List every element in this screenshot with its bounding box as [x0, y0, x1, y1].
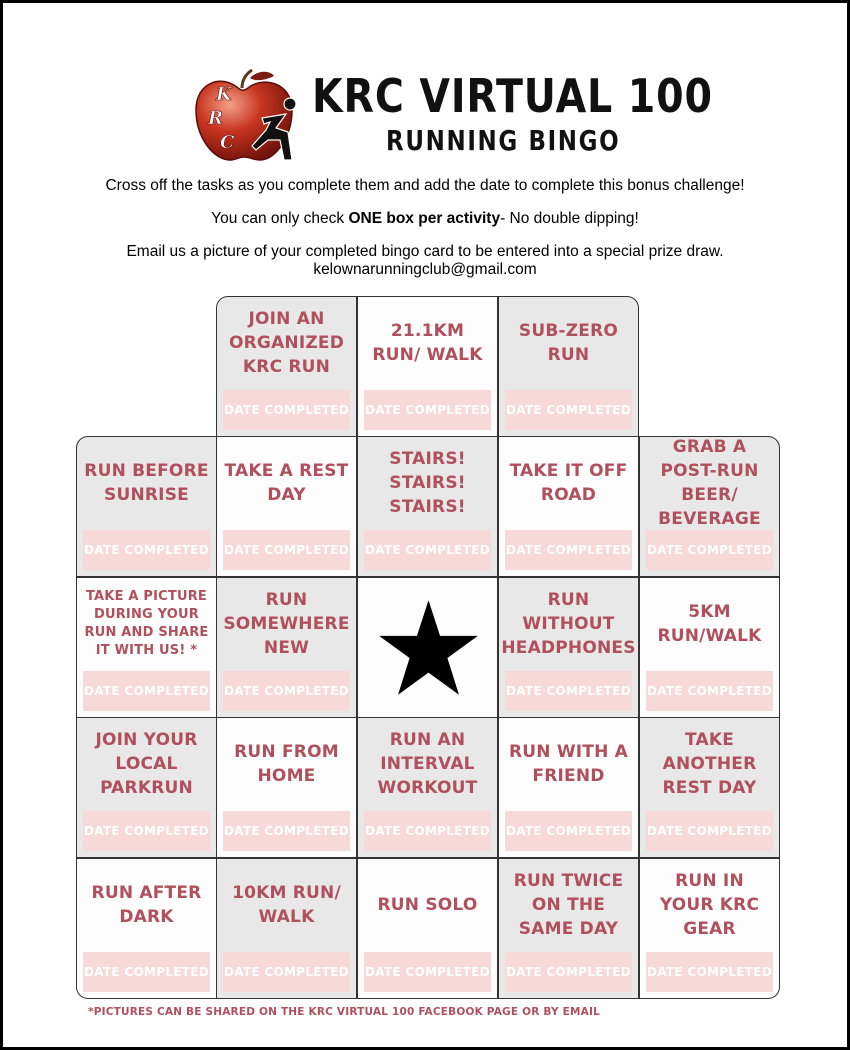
svg-text:R: R: [208, 108, 223, 129]
date-completed-field[interactable]: DATE COMPLETED: [223, 671, 350, 711]
date-completed-field[interactable]: DATE COMPLETED: [646, 952, 773, 992]
svg-text:C: C: [220, 132, 235, 153]
task-label: 10KM RUN/ WALK: [232, 883, 341, 927]
task-label: RUN SOMEWHERE NEW: [223, 590, 350, 658]
date-completed-field[interactable]: DATE COMPLETED: [505, 671, 632, 711]
task-label: RUN BEFORE SUNRISE: [84, 461, 209, 505]
date-completed-field[interactable]: DATE COMPLETED: [223, 952, 350, 992]
date-completed-field[interactable]: DATE COMPLETED: [364, 390, 491, 430]
task-label: STAIRS! STAIRS! STAIRS!: [389, 449, 466, 517]
bingo-cell[interactable]: [76, 717, 217, 858]
date-completed-field[interactable]: DATE COMPLETED: [646, 671, 773, 711]
date-completed-field[interactable]: DATE COMPLETED: [505, 530, 632, 570]
task-label: JOIN AN ORGANIZED KRC RUN: [228, 309, 345, 377]
bingo-cell[interactable]: [639, 436, 780, 577]
bingo-cell[interactable]: [216, 296, 357, 437]
instructions-line-2: [0, 210, 850, 227]
task-label: RUN TWICE ON THE SAME DAY: [513, 871, 624, 939]
svg-text:K: K: [216, 84, 232, 105]
task-label: RUN IN YOUR KRC GEAR: [659, 871, 760, 939]
contact-email[interactable]: kelownarunningclub@gmail.com: [313, 261, 537, 278]
task-label: RUN AFTER DARK: [91, 883, 202, 927]
page-title: KRC VIRTUAL 100: [312, 69, 713, 123]
bingo-cell[interactable]: [639, 577, 780, 718]
bingo-cell[interactable]: [216, 858, 357, 999]
page-subtitle: RUNNING BINGO: [386, 124, 621, 157]
task-label: TAKE A PICTURE DURING YOUR RUN AND SHARE IT WITH US! *: [84, 589, 209, 658]
krc-apple-logo: [192, 66, 304, 164]
date-completed-field[interactable]: DATE COMPLETED: [646, 811, 773, 851]
date-completed-field[interactable]: DATE COMPLETED: [223, 390, 350, 430]
task-label: RUN FROM HOME: [234, 742, 339, 786]
bingo-cell[interactable]: [498, 296, 639, 437]
task-label: JOIN YOUR LOCAL PARKRUN: [95, 730, 198, 798]
task-label: TAKE IT OFF ROAD: [509, 461, 628, 505]
bingo-cell[interactable]: [76, 577, 217, 718]
date-completed-field[interactable]: DATE COMPLETED: [505, 390, 632, 430]
bingo-cell[interactable]: [216, 577, 357, 718]
date-completed-field[interactable]: DATE COMPLETED: [83, 811, 210, 851]
bingo-cell[interactable]: [357, 436, 498, 577]
task-label: TAKE A REST DAY: [224, 461, 349, 505]
rule-text-end: - No double dipping!: [500, 210, 639, 227]
date-completed-field[interactable]: DATE COMPLETED: [364, 811, 491, 851]
bingo-cell[interactable]: [76, 858, 217, 999]
bingo-cell[interactable]: [216, 436, 357, 577]
footnote: *PICTURES CAN BE SHARED ON THE KRC VIRTUAL 100 FACEBOOK PAGE OR BY EMAIL: [88, 1006, 600, 1018]
free-space-cell[interactable]: [357, 577, 498, 718]
bingo-cell[interactable]: [639, 717, 780, 858]
bingo-cell[interactable]: [357, 296, 498, 437]
task-label: 21.1KM RUN/ WALK: [372, 321, 483, 365]
star-icon: [376, 596, 481, 701]
date-completed-field[interactable]: DATE COMPLETED: [223, 530, 350, 570]
date-completed-field[interactable]: DATE COMPLETED: [83, 671, 210, 711]
bingo-cell[interactable]: [216, 717, 357, 858]
task-label: RUN WITH A FRIEND: [508, 742, 629, 786]
date-completed-field[interactable]: DATE COMPLETED: [646, 530, 773, 570]
task-label: RUN WITHOUT HEADPHONES: [501, 590, 636, 658]
rule-emphasis: ONE box per activity: [348, 210, 501, 227]
instructions-line-3: Email us a picture of your completed bingo card to be entered into a special prize draw.: [126, 243, 724, 260]
date-completed-field[interactable]: DATE COMPLETED: [83, 530, 210, 570]
date-completed-field[interactable]: DATE COMPLETED: [364, 952, 491, 992]
date-completed-field[interactable]: DATE COMPLETED: [505, 811, 632, 851]
bingo-cell[interactable]: [76, 436, 217, 577]
task-label: RUN SOLO: [377, 895, 478, 915]
rule-text: You can only check: [211, 210, 349, 227]
task-label: RUN AN INTERVAL WORKOUT: [377, 730, 478, 798]
date-completed-field[interactable]: DATE COMPLETED: [223, 811, 350, 851]
date-completed-field[interactable]: DATE COMPLETED: [505, 952, 632, 992]
bingo-cell[interactable]: [639, 858, 780, 999]
date-completed-field[interactable]: DATE COMPLETED: [83, 952, 210, 992]
instructions-line-1: Cross off the tasks as you complete them and add the date to complete this bonus challenge!: [105, 177, 745, 194]
bingo-cell[interactable]: [357, 717, 498, 858]
bingo-cell[interactable]: [498, 436, 639, 577]
bingo-cell[interactable]: [498, 577, 639, 718]
bingo-cell[interactable]: [498, 717, 639, 858]
task-label: GRAB A POST-RUN BEER/ BEVERAGE: [658, 437, 761, 529]
bingo-cell[interactable]: [498, 858, 639, 999]
task-label: TAKE ANOTHER REST DAY: [662, 730, 757, 798]
bingo-cell[interactable]: [357, 858, 498, 999]
task-label: SUB-ZERO RUN: [518, 321, 619, 365]
date-completed-field[interactable]: DATE COMPLETED: [364, 530, 491, 570]
task-label: 5KM RUN/WALK: [657, 602, 762, 646]
